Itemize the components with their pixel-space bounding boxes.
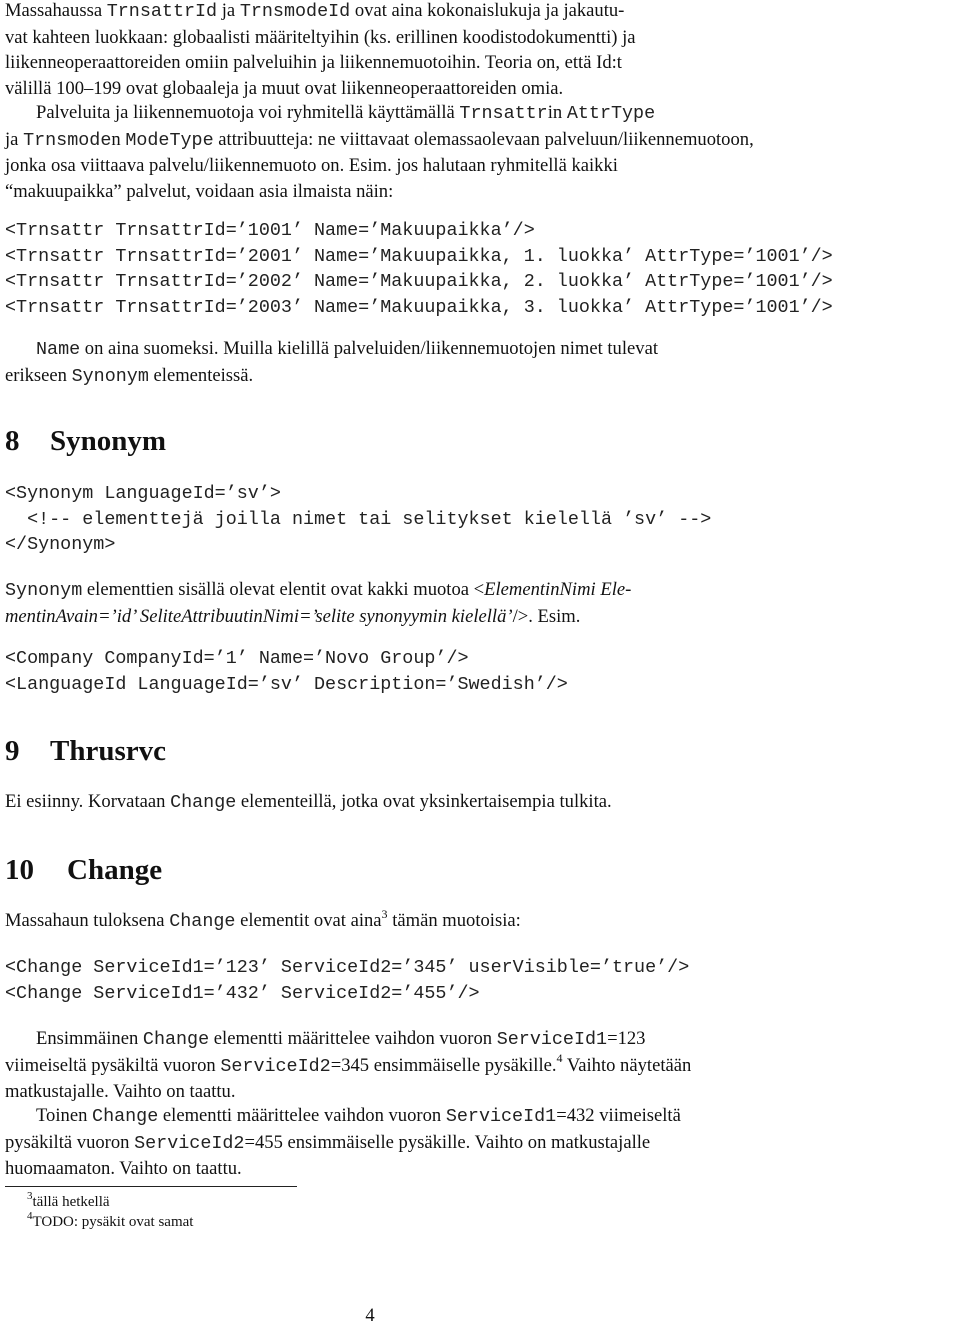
- footnote-marker: 4: [556, 1051, 563, 1066]
- code-line: <Change ServiceId1=’432’ ServiceId2=’455’/>: [5, 982, 480, 1004]
- code-term: Name: [36, 339, 81, 360]
- code-block-company: [5, 646, 568, 697]
- code-term: ModeType: [125, 129, 214, 151]
- code-term: Change: [92, 1106, 159, 1127]
- code-term: Change: [142, 1029, 210, 1050]
- text-line: [5, 577, 631, 604]
- text: ja: [5, 128, 24, 150]
- footnote-text: tällä hetkellä: [32, 1194, 110, 1210]
- text: =432 viimeiseltä: [556, 1105, 681, 1126]
- code-term: ServiceId1: [496, 1029, 608, 1050]
- code-block-synonym: [5, 481, 711, 558]
- footnote-4: [27, 1212, 193, 1232]
- code-line: <LanguageId LanguageId=’sv’ Description=’Swedish’/>: [5, 673, 568, 695]
- text: elementtien sisällä olevat elentit ovat kakki muotoa <: [82, 579, 485, 600]
- text-line: [5, 363, 658, 390]
- footnote-number: 3: [27, 1190, 33, 1202]
- text: elementti määrittelee vaihdon vuoron: [209, 1028, 497, 1049]
- text-line: huomaamaton. Vaihto on taattu.: [5, 1158, 242, 1180]
- text: pysäkiltä vuoron: [5, 1131, 135, 1153]
- code-term: Synonym: [71, 365, 149, 387]
- code-line: </Synonym>: [5, 534, 116, 556]
- paragraph-first-change: [5, 1026, 691, 1105]
- text-line: [5, 908, 521, 935]
- code-term: AttrType: [566, 103, 656, 124]
- text: Toinen: [36, 1105, 93, 1126]
- text: n: [111, 128, 126, 150]
- footnote-3: [27, 1192, 110, 1212]
- text-line: [5, 1053, 691, 1080]
- text-line: [5, 789, 612, 816]
- footnote-rule: [5, 1186, 297, 1187]
- paragraph-grouping: [5, 100, 754, 204]
- text-line: [5, 1103, 681, 1130]
- code-term: Change: [169, 911, 236, 932]
- page-number: 4: [365, 1305, 375, 1326]
- code-line: <Trnsattr TrnsattrId=’2001’ Name=’Makuupaikka, 1. luokka’ AttrType=’1001’/>: [5, 245, 833, 267]
- text: =455 ensimmäiselle pysäkille. Vaihto on matkustajalle: [244, 1131, 651, 1153]
- code-line: <Company CompanyId=’1’ Name=’Novo Group’/>: [5, 648, 469, 669]
- text: Massahaun tuloksena: [5, 910, 170, 931]
- paragraph-thrusrvc: [5, 789, 612, 816]
- section-title: Synonym: [50, 425, 167, 457]
- text-line: välillä 100–199 ovat globaaleja ja muut ovat liikenneoperaattoreiden omia.: [5, 77, 564, 99]
- code-line: <Trnsattr TrnsattrId=’1001’ Name=’Makuupaikka’/>: [5, 220, 535, 241]
- text: elementti määrittelee vaihdon vuoron: [158, 1105, 446, 1126]
- code-line: <Synonym LanguageId=’sv’>: [5, 483, 281, 504]
- text: Palveluita ja liikennemuotoja voi ryhmitellä käyttämällä: [36, 102, 460, 123]
- text: =123: [607, 1028, 646, 1049]
- footnote-text: TODO: pysäkit ovat samat: [32, 1214, 194, 1230]
- text: attribuutteja: ne viittavaat olemassaolevaan palveluun/liikennemuotoon,: [213, 128, 754, 150]
- footnote-marker: 3: [381, 906, 388, 921]
- section-title: Thrusrvc: [50, 735, 166, 767]
- text: tämän muotoisia:: [387, 910, 521, 931]
- text: in: [547, 102, 567, 123]
- text: ja: [217, 0, 240, 21]
- code-line: <Trnsattr TrnsattrId=’2002’ Name=’Makuupaikka, 2. luokka’ AttrType=’1001’/>: [5, 271, 833, 293]
- section-number: 8: [5, 425, 20, 457]
- text-line: [5, 127, 754, 154]
- text: elementit ovat aina: [235, 910, 382, 931]
- text-line: matkustajalle. Vaihto on taattu.: [5, 1081, 236, 1103]
- text-line: [5, 0, 636, 25]
- code-term: ServiceId2: [134, 1132, 245, 1154]
- footnote-number: 4: [27, 1210, 33, 1222]
- code-block-change: [5, 955, 689, 1006]
- section-heading-thrusrvc: [5, 734, 166, 768]
- text-line: vat kahteen luokkaan: globaalisti määriteltyihin (ks. erillinen koodistodokumentti) ja: [5, 26, 636, 48]
- text: on aina suomeksi. Muilla kielillä palveluiden/liikennemuotojen nimet tulevat: [80, 338, 658, 359]
- code-term: ServiceId2: [220, 1055, 331, 1077]
- paragraph-identifiers: [5, 0, 636, 101]
- italic-text: mentinAvain=’id’ SeliteAttribuutinNimi=’selite synonyymin kielellä’: [5, 605, 513, 627]
- section-number: 9: [5, 735, 20, 767]
- italic-text: ElementinNimi Ele-: [484, 579, 632, 600]
- text-line: [5, 100, 754, 127]
- code-term: TrnsattrId: [106, 1, 218, 22]
- code-block-trnsattr: [5, 218, 833, 320]
- code-term: Trnsattr: [459, 103, 548, 124]
- text: elementeissä.: [148, 364, 254, 386]
- text-line: “makuupaikka” palvelut, voidaan asia ilmaista näin:: [5, 180, 394, 202]
- text: Ensimmäinen: [36, 1028, 143, 1049]
- text: elementeillä, jotka ovat yksinkertaisempia tulkita.: [236, 791, 612, 812]
- text-line: [5, 604, 631, 630]
- code-term: Change: [170, 792, 237, 813]
- code-line: <Change ServiceId1=’123’ ServiceId2=’345’ userVisible=’true’/>: [5, 957, 690, 978]
- text: Ei esiinny. Korvataan: [5, 791, 171, 812]
- text: Vaihto näytetään: [562, 1054, 692, 1076]
- section-title: Change: [67, 854, 163, 886]
- text: erikseen: [5, 364, 72, 386]
- text-line: jonka osa viittaava palvelu/liikennemuoto on. Esim. jos halutaan ryhmitellä kaikki: [5, 155, 618, 177]
- paragraph-name-note: [5, 336, 658, 389]
- code-term: TrnsmodeId: [239, 1, 351, 22]
- paragraph-second-change: [5, 1103, 681, 1182]
- text-line: [5, 1130, 681, 1157]
- code-line: <!-- elementtejä joilla nimet tai selitykset kielellä ’sv’ -->: [5, 508, 712, 530]
- text-line: [5, 1026, 691, 1053]
- text: ovat aina kokonaislukuja ja jakautu-: [350, 0, 625, 21]
- text-line: liikenneoperaattoreiden omiin palveluihin ja liikennemuotoihin. Teoria on, että Id:t: [5, 52, 622, 74]
- code-line: <Trnsattr TrnsattrId=’2003’ Name=’Makuupaikka, 3. luokka’ AttrType=’1001’/>: [5, 296, 833, 318]
- text: />. Esim.: [512, 605, 581, 627]
- section-number: 10: [5, 854, 34, 886]
- text: =345 ensimmäiselle pysäkille.: [330, 1054, 557, 1076]
- paragraph-change-intro: [5, 908, 521, 935]
- code-term: Synonym: [5, 580, 83, 601]
- text: Massahaussa: [5, 0, 107, 21]
- text-line: [5, 336, 658, 363]
- code-term: ServiceId1: [445, 1106, 557, 1127]
- text: viimeiseltä pysäkiltä vuoron: [5, 1054, 221, 1076]
- paragraph-synonym-elements: [5, 577, 631, 629]
- section-heading-change: [5, 853, 162, 887]
- section-heading-synonym: [5, 424, 166, 458]
- code-term: Trnsmode: [23, 129, 112, 151]
